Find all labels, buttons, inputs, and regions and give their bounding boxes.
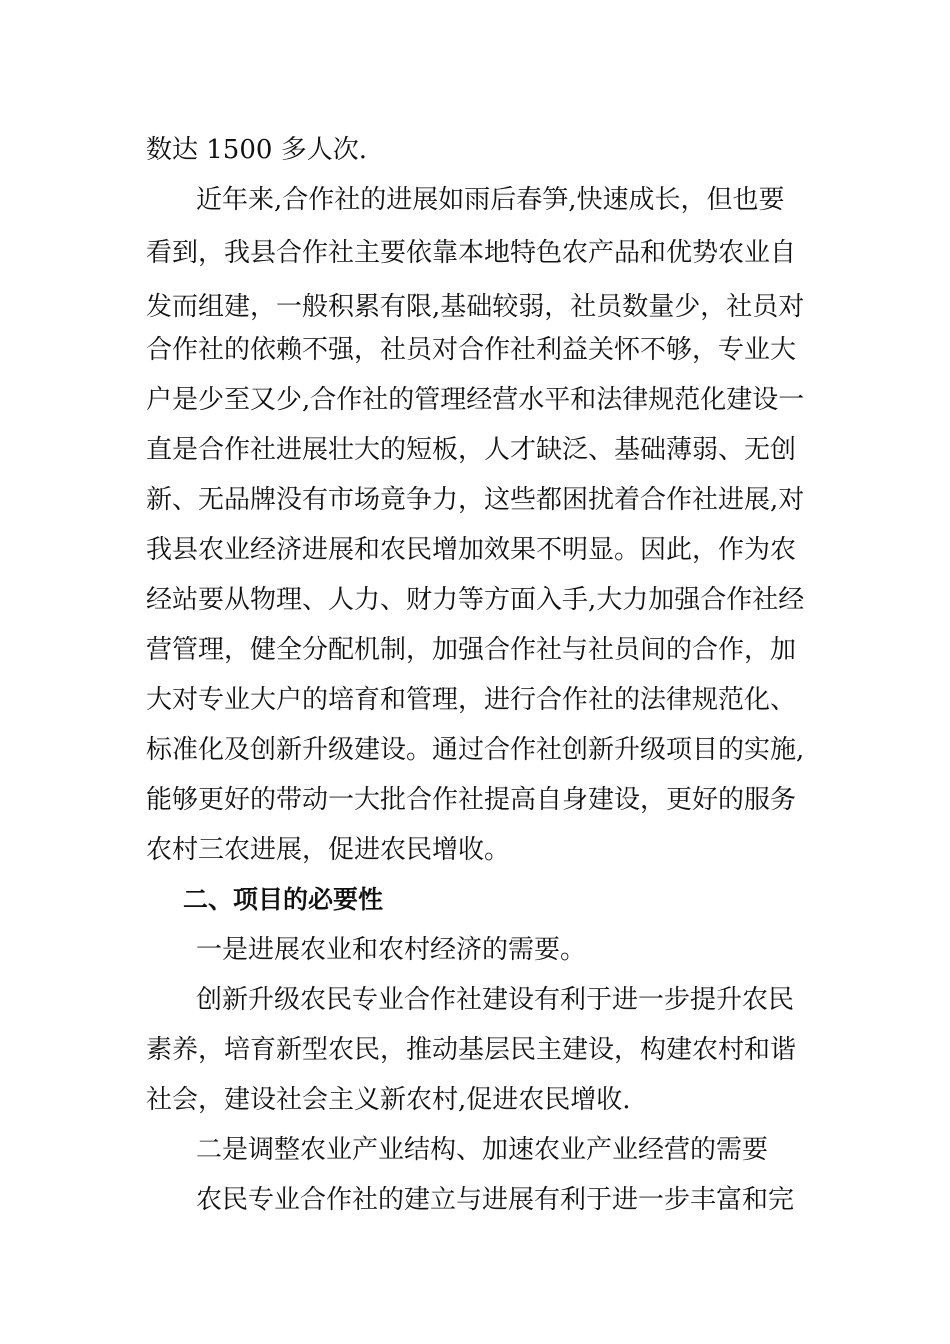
- section-heading: 二、项目的必要性: [183, 885, 384, 914]
- text-line: 经站要从物理、人力、财力等方面入手,大力加强合作社经: [146, 585, 805, 615]
- text-line: 创新升级农民专业合作社建设有利于进一步提升农民: [196, 985, 795, 1015]
- text-line: 户是少至又少,合作社的管理经营水平和法律规范化建设一: [146, 385, 805, 415]
- text-line: 素养，培育新型农民，推动基层民主建设，构建农村和谐: [146, 1035, 797, 1065]
- text-line: 数达 1500 多人次.: [146, 135, 367, 165]
- text-line: 营管理，健全分配机制，加强合作社与社员间的合作，加: [146, 635, 797, 665]
- text-line: 一是进展农业和农村经济的需要。: [196, 935, 587, 965]
- text-line: 社会，建设社会主义新农村,促进农民增收.: [146, 1085, 631, 1115]
- text-line: 能够更好的带动一大批合作社提高自身建设，更好的服务: [146, 785, 797, 815]
- text-line: 看到，我县合作社主要依靠本地特色农产品和优势农业自: [146, 238, 797, 268]
- text-line: 直是合作社进展壮大的短板，人才缺泛、基础薄弱、无创: [146, 435, 797, 465]
- text-line: 发而组建，一般积累有限,基础较弱，社员数量少，社员对: [146, 292, 805, 322]
- text-line: 近年来,合作社的进展如雨后春笋,快速成长，但也要: [196, 185, 785, 215]
- text-line: 农村三农进展，促进农民增收。: [146, 835, 511, 865]
- text-line: 大对专业大户的培育和管理，进行合作社的法律规范化、: [146, 685, 797, 715]
- text-line: 新、无品牌没有市场竟争力，这些都困扰着合作社进展,对: [146, 485, 805, 515]
- text-line: 农民专业合作社的建立与进展有利于进一步丰富和完: [196, 1185, 795, 1215]
- text-line: 二是调整农业产业结构、加速农业产业经营的需要: [196, 1135, 769, 1165]
- text-line: 我县农业经济进展和农民增加效果不明显。因此，作为农: [146, 535, 797, 565]
- text-line: 合作社的依赖不强，社员对合作社利益关怀不够，专业大: [146, 335, 797, 365]
- text-line: 标准化及创新升级建设。通过合作社创新升级项目的实施,: [146, 735, 805, 765]
